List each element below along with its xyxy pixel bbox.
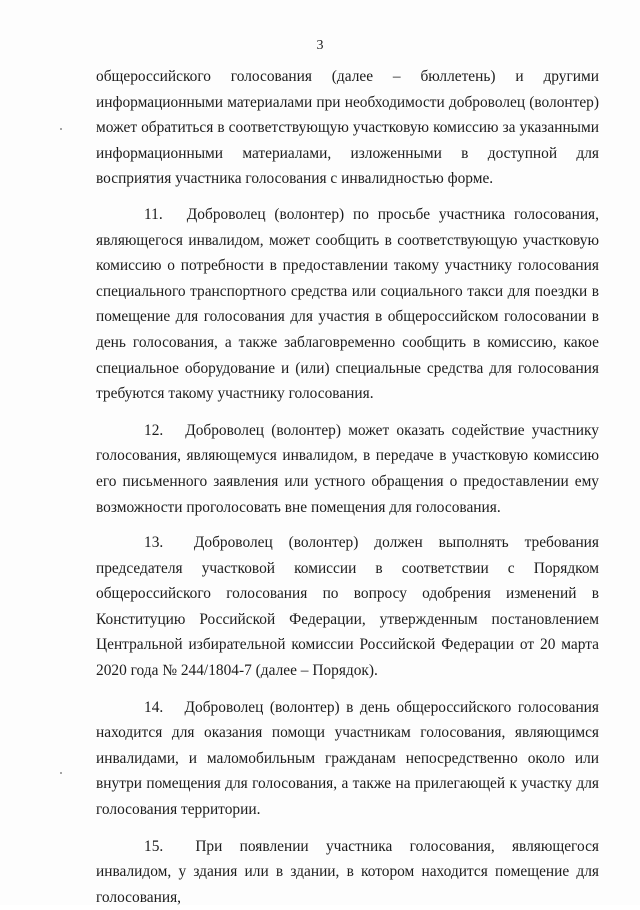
paragraph-number: 12. (144, 421, 164, 439)
paragraph-number: 11. (144, 205, 163, 223)
paragraph-12 (96, 418, 599, 520)
paragraph-text: Доброволец (волонтер) может оказать содействие участнику голосования, являющемуся инвалидом, в передаче в участковую комиссию его письменного заявления или устного обращения о предоставлении ему возможности проголосовать вне помещения для голосования. (96, 421, 599, 516)
scan-speck (60, 772, 62, 774)
paragraph-text: Доброволец (волонтер) по просьбе участника голосования, являющегося инвалидом, может сообщить в соответствующую участковую комиссию о потребности в предоставлении такому участнику голосования специального транспортного средства или социального такси для поездки в помещение для голосования для участия в общероссийском голосовании в день голосования, а также заблаговременно сообщить в комиссию, какое специальное оборудование и (или) специальные средства для голосования требуются такому участнику голосования. (96, 205, 599, 403)
scan-speck (60, 128, 62, 130)
paragraph-14 (96, 695, 599, 823)
paragraph-15 (96, 834, 599, 910)
page-number: 3 (316, 38, 324, 53)
paragraph-text: Доброволец (волонтер) должен выполнять требования председателя участковой комиссии в соответствии с Порядком общероссийского голосования по вопросу одобрения изменений в Конституцию Российской Федерации, утвержденным постановлением Центральной избирательной комиссии Российской Федерации от 20 марта 2020 года № 244/1804-7 (далее – Порядок). (96, 534, 599, 680)
paragraph-11 (96, 202, 599, 407)
paragraph-continuation: общероссийского голосования (далее – бюллетень) и другими информационными материалами при необходимости доброволец (волонтер) может обратиться в соответствующую участковую комиссию за указанными информационными материалами, изложенными в доступной для восприятия участника голосования с инвалидностью форме. (96, 68, 599, 188)
paragraph-text: Доброволец (волонтер) в день общероссийского голосования находится для оказания помощи участникам голосования, являющимся инвалидами, и маломобильным гражданам непосредственно около или внутри помещения для голосования, а также на прилегающей к участку для голосования территории. (96, 698, 600, 819)
paragraph-text: При появлении участника голосования, являющегося инвалидом, у здания или в здании, в котором находится помещение для голосования, (96, 837, 599, 906)
document-body (96, 64, 599, 910)
paragraph-number: 13. (144, 534, 164, 552)
paragraph-number: 14. (144, 698, 164, 716)
paragraph-13 (96, 530, 599, 684)
paragraph-number: 15. (144, 837, 164, 855)
